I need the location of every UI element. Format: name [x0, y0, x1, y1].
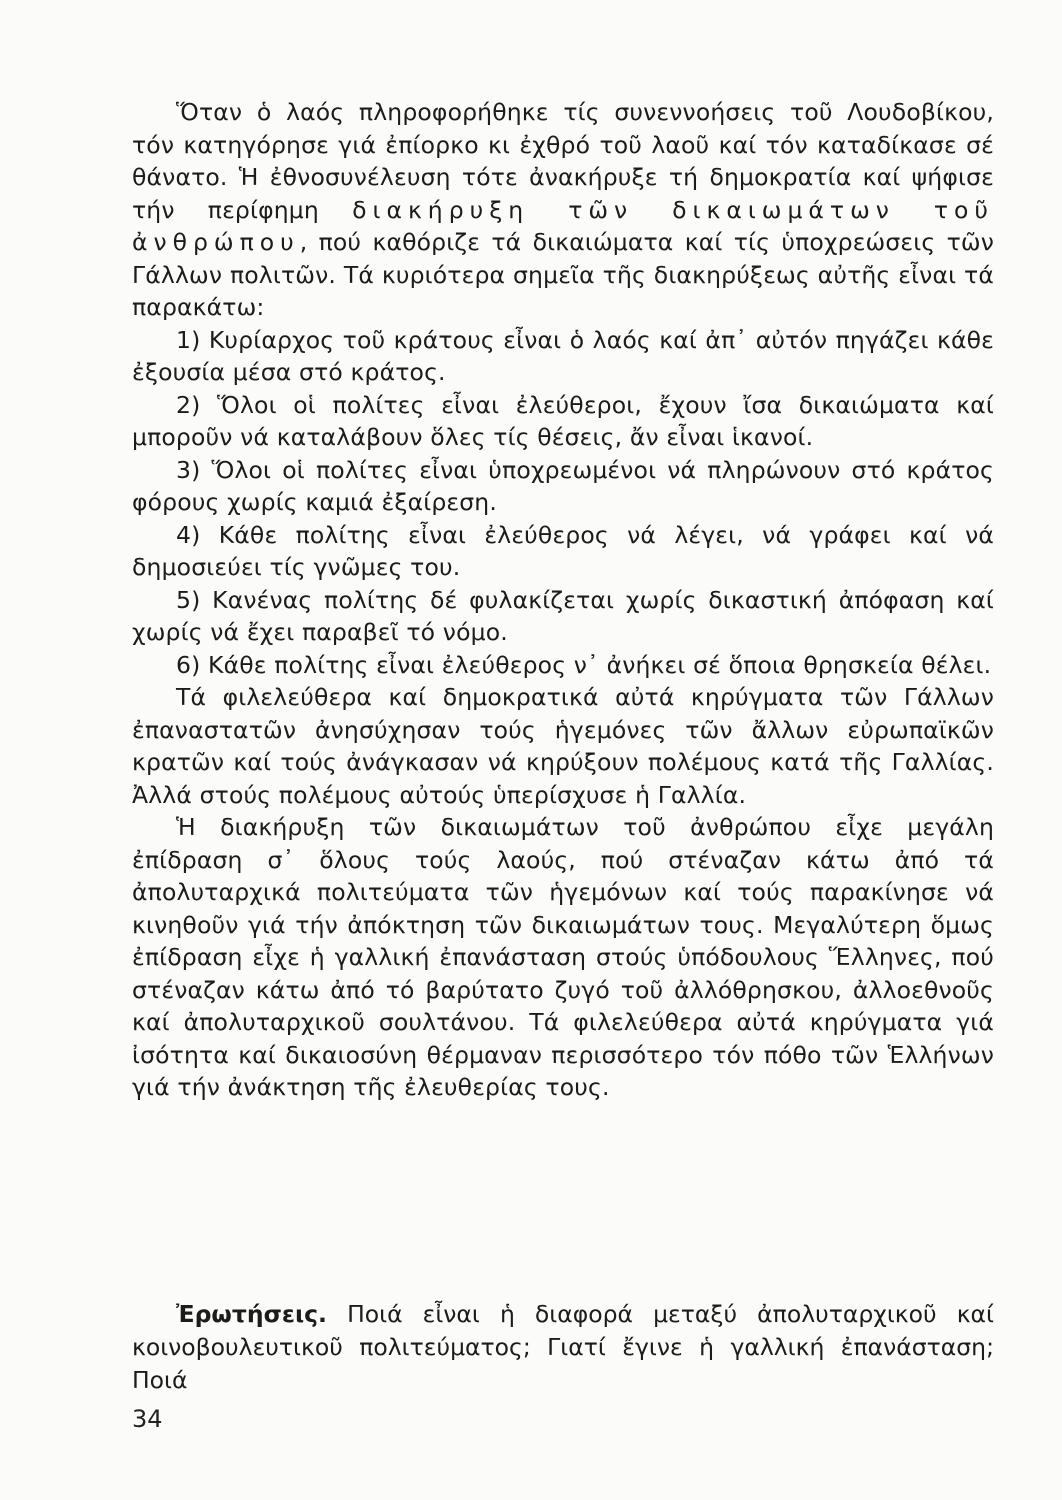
- list-item-3: 3) Ὅλοι οἱ πολίτες εἶναι ὑποχρεωμένοι νά πληρώνουν στό κράτος φόρους χωρίς καμιά ἐξαίρεση.: [132, 455, 994, 516]
- paragraph-influence: Ἡ διακήρυξη τῶν δικαιωμάτων τοῦ ἀνθρώπου εἶχε μεγάλη ἐπίδραση σ᾽ ὅλους τούς λαούς, πού στέναζαν κάτω ἀπό τά ἀπολυταρχικά πολιτεύματα τῶν ἡγεμόνων καί τούς παρακίνησε νά κινηθοῦν γιά τήν ἀπόκτηση τῶν δικαιωμάτων τους. Μεγαλύτερη ὅμως ἐπίδραση εἶχε ἡ γαλλική ἐπανάσταση στούς ὑπόδουλους Ἕλληνες, πού στέναζαν κάτω ἀπό τό βαρύτατο ζυγό τοῦ ἀλλόθρησκου, ἀλλοεθνοῦς καί ἀπολυταρχικοῦ σουλτάνου. Τά φιλελεύθερα αὐτά κηρύγματα γιά ἰσότητα καί δικαιοσύνη θέρμαναν περισσότερο τόν πόθο τῶν Ἑλλήνων γιά τήν ἀνάκτηση τῆς ἐλευθερίας τους.: [132, 813, 994, 1101]
- list-item-5: 5) Κανένας πολίτης δέ φυλακίζεται χωρίς δικαστική ἀπόφαση καί χωρίς νά ἔχει παραβεῖ τό νόμο.: [132, 585, 994, 646]
- questions-section: [132, 1298, 994, 1397]
- list-item-4: 4) Κάθε πολίτης εἶναι ἐλεύθερος νά λέγει, νά γράφει καί νά δημοσιεύει τίς γνῶμες του.: [132, 520, 994, 581]
- paragraph-intro-text: Ὅταν ὁ λαός πληροφορήθηκε τίς συνεννοήσεις τοῦ Λουδοβίκου, τόν κατηγόρησε γιά ἐπίορκο κι ἐχθρό τοῦ λαοῦ καί τόν καταδίκασε σέ θάνατο. Ἡ ἐθνοσυνέλευση τότε ἀνακήρυξε τή δημοκρατία καί ψήφισε τήν περίφημη: [132, 98, 994, 224]
- list-item-2: 2) Ὅλοι οἱ πολίτες εἶναι ἐλεύθεροι, ἔχουν ἴσα δικαιώματα καί μποροῦν νά καταλάβουν ὅλες τίς θέσεις, ἄν εἶναι ἱκανοί.: [132, 390, 994, 451]
- list-item-6: 6) Κάθε πολίτης εἶναι ἐλεύθερος ν᾽ ἀνήκει σέ ὅποια θρησκεία θέλει.: [176, 650, 992, 679]
- page-number: 34: [132, 1405, 163, 1433]
- list-item-1: 1) Κυρίαρχος τοῦ κράτους εἶναι ὁ λαός καί ἀπ᾽ αὐτόν πηγάζει κάθε ἐξουσία μέσα στό κράτος.: [132, 325, 994, 386]
- questions-label: Ἐρωτήσεις.: [176, 1300, 327, 1328]
- paragraph-intro: [132, 96, 994, 324]
- spaced-phrase: διακήρυξη τῶν δικαιωμάτων τοῦ ἀνθρώπου: [132, 195, 995, 256]
- paragraph-wars: Τά φιλελεύθερα καί δημοκρατικά αὐτά κηρύγματα τῶν Γάλλων ἐπαναστατῶν ἀνησύχησαν τούς ἡγεμόνες τῶν ἄλλων εὐρωπαϊκῶν κρατῶν καί τούς ἀνάγκασαν νά κηρύξουν πολέμους κατά τῆς Γαλλίας. Ἀλλά στούς πολέμους αὐτούς ὑπερίσχυσε ἡ Γαλλία.: [132, 683, 994, 809]
- questions-text: Ποιά εἶναι ἡ διαφορά μεταξύ ἀπολυταρχικοῦ καί κοινοβουλευτικοῦ πολιτεύματος; Γιατί ἔγινε ἡ γαλλική ἐπανάσταση; Ποιά: [132, 1300, 994, 1394]
- paragraph-intro-tail: , πού καθόριζε τά δικαιώματα καί τίς ὑποχρεώσεις τῶν Γάλλων πολιτῶν. Τά κυριότερα σημεῖα τῆς διακηρύξεως αὐτῆς εἶναι τά παρακάτω:: [132, 228, 994, 321]
- main-text: [132, 96, 994, 1104]
